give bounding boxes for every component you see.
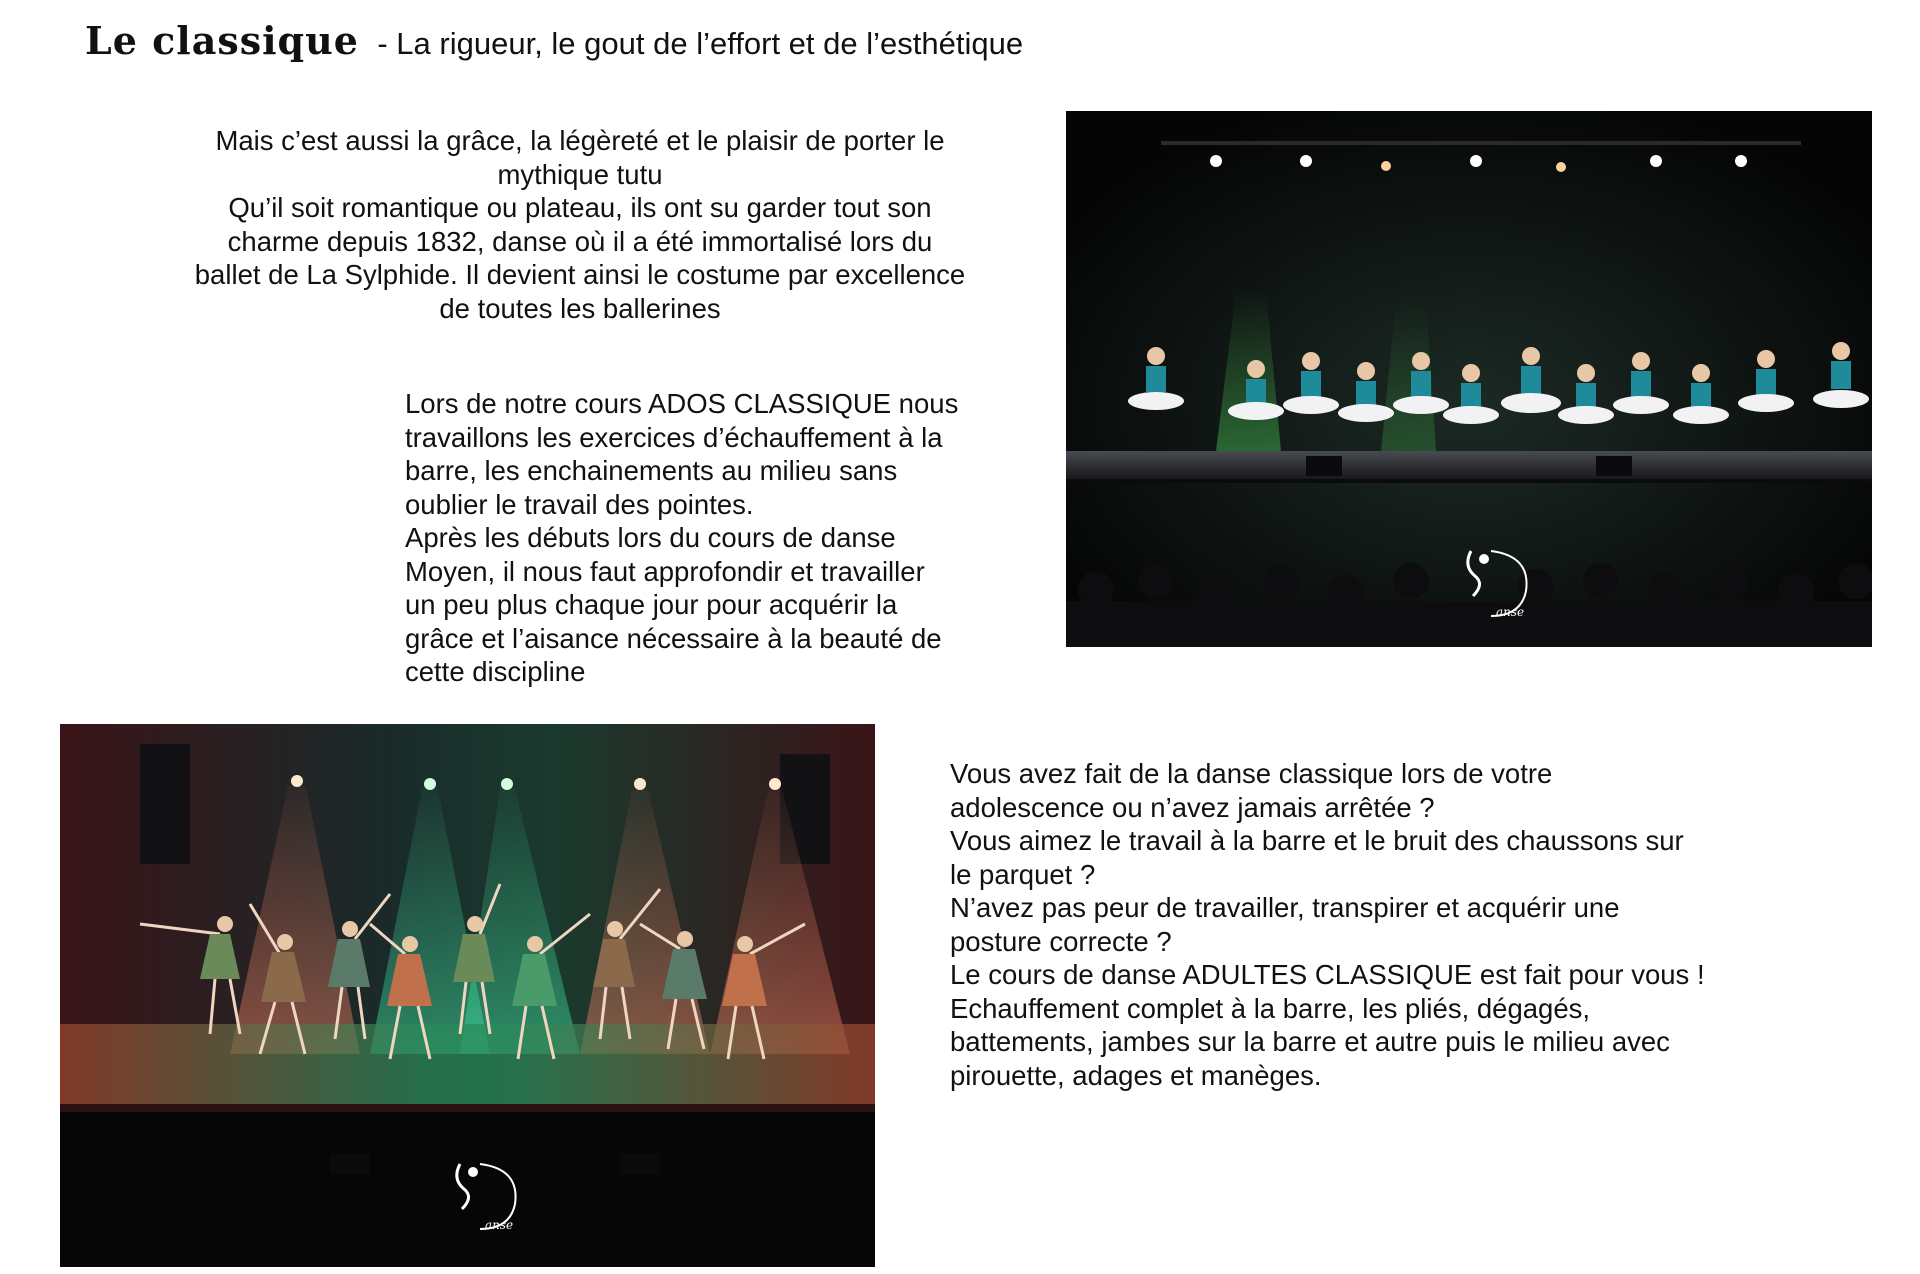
text-line: de toutes les ballerines [439,292,721,324]
text-line: cette discipline [405,656,586,687]
ados-ballet-photo [1066,111,1872,647]
text-line: le parquet ? [950,858,1096,890]
text-line: travaillons les exercices d’échauffement à la [405,421,943,453]
text-line: barre, les enchainements au milieu sans [405,455,898,486]
text-line: Lors de notre cours ADOS CLASSIQUE nous [405,388,959,419]
page-header [85,18,1023,63]
text-line: Le cours de danse ADULTES CLASSIQUE est fait pour vous ! [950,959,1705,990]
text-line: Après les débuts lors du cours de danse [405,522,896,553]
svg-text:anse: anse [485,1218,514,1232]
ados-classique-paragraph [405,387,1005,689]
text-line: grâce et l’aisance nécessaire à la beauté de [405,622,942,654]
text-line: battements, jambes sur la barre et autre puis le milieu avec [950,1026,1670,1057]
text-line: mythique tutu [497,158,663,190]
svg-text:anse: anse [1496,605,1525,619]
intro-paragraph [170,124,990,325]
text-line: un peu plus chaque jour pour acquérir la [405,589,898,620]
text-line: Vous avez fait de la danse classique lors de votre [950,758,1553,789]
text-line: charme depuis 1832, danse où il a été immortalisé lors du [227,225,933,257]
text-line: Moyen, il nous faut approfondir et travailler [405,555,925,587]
page-subtitle: - La rigueur, le gout de l’effort et de l’esthétique [377,26,1024,61]
text-line: Vous aimez le travail à la barre et le bruit des chaussons sur [950,825,1684,856]
text-line: pirouette, adages et manèges. [950,1059,1322,1091]
page-title: Le classique [85,18,359,63]
text-line: Qu’il soit romantique ou plateau, ils ont su garder tout son [228,192,932,223]
text-line: ballet de La Sylphide. Il devient ainsi le costume par excellence [194,259,966,290]
text-line: adolescence ou n’avez jamais arrêtée ? [950,791,1435,823]
text-line: posture correcte ? [950,925,1172,957]
text-line: Mais c’est aussi la grâce, la légèreté et le plaisir de porter le [215,125,945,156]
adultes-classique-paragraph [950,757,1800,1092]
text-line: Echauffement complet à la barre, les pliés, dégagés, [950,992,1591,1024]
text-line: oublier le travail des pointes. [405,488,754,520]
adultes-ballet-photo [60,724,875,1267]
text-line: N’avez pas peur de travailler, transpirer et acquérir une [950,892,1620,923]
